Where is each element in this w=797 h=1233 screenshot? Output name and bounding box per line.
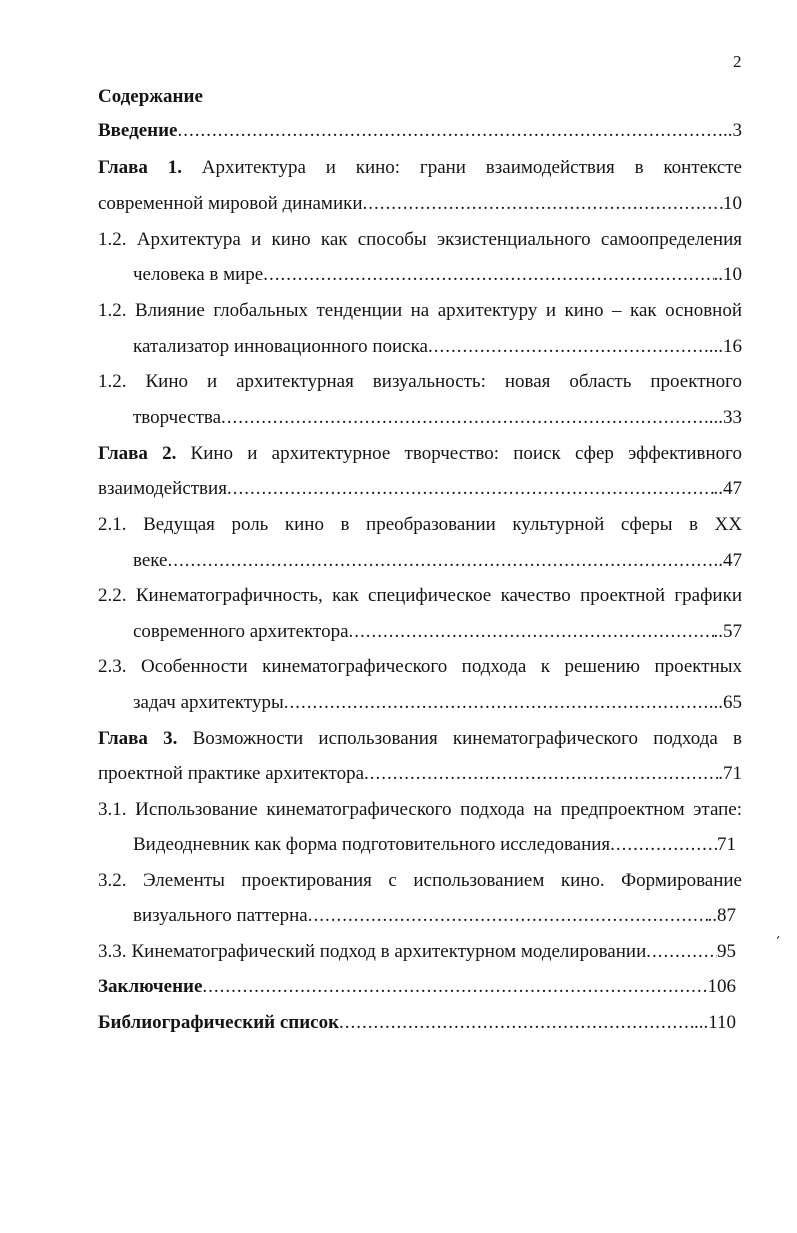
toc-entry-1-3-line-1 xyxy=(98,371,742,393)
toc-entry-page: ...65 xyxy=(708,692,742,713)
toc-entry-1-1-line-2 xyxy=(133,264,742,286)
toc-entry-chapter-3-line-1 xyxy=(98,728,742,750)
toc-entry-page: ...16 xyxy=(708,336,742,357)
toc-entry-page: ..57 xyxy=(713,621,742,642)
section-title-cont: человека в мире xyxy=(133,264,264,285)
toc-entry-1-3-line-2 xyxy=(133,407,742,429)
section-title-cont: катализатор инновационного поиска xyxy=(133,336,428,357)
section-title: Элементы проектирования с использованием кино. Формирование xyxy=(143,870,742,891)
section-title-cont: творчества xyxy=(133,407,222,428)
toc-entry-2-2-line-1 xyxy=(98,585,742,607)
toc-entry-chapter-1-line-2 xyxy=(98,193,742,215)
toc-entry-page: ...33 xyxy=(708,407,742,428)
leader-dots xyxy=(349,621,714,643)
toc-entry-3-3 xyxy=(98,941,736,963)
toc-entry-page: ..87 xyxy=(707,905,736,926)
toc-entry-chapter-3-line-2 xyxy=(98,763,742,785)
chapter-label: Глава 1. xyxy=(98,157,182,178)
section-title: Влияние глобальных тенденции на архитектуру и кино – как основной xyxy=(135,300,742,321)
leader-dots xyxy=(339,1012,694,1034)
toc-entry-page: 95 xyxy=(717,941,736,962)
toc-entry-2-1-line-2 xyxy=(133,550,742,572)
chapter-label: Глава 2. xyxy=(98,443,177,464)
section-title-cont: задач архитектуры xyxy=(133,692,284,713)
leader-dots xyxy=(646,941,717,963)
section-number: 3.2. xyxy=(98,870,127,891)
toc-entry-chapter-1-line-1 xyxy=(98,157,742,179)
chapter-title: Архитектура и кино: грани взаимодействия в контексте xyxy=(201,157,742,178)
section-number: 1.2. xyxy=(98,229,127,250)
section-number: 1.2. xyxy=(98,371,127,392)
toc-entry-label: Введение xyxy=(98,120,178,141)
section-number: 3.3. xyxy=(98,941,127,962)
chapter-title: Возможности использования кинематографического подхода в xyxy=(192,728,742,749)
section-number: 3.1. xyxy=(98,799,127,820)
toc-entry-2-2-line-2 xyxy=(133,621,742,643)
leader-dots xyxy=(227,478,714,500)
section-title: Кинематографичность, как специфическое качество проектной графики xyxy=(135,585,742,606)
toc-entry-page: ..47 xyxy=(713,478,742,499)
toc-entry-bibliography xyxy=(98,1012,736,1034)
section-title-cont: визуального паттерна xyxy=(133,905,308,926)
toc-entry-2-1-line-1 xyxy=(98,514,742,536)
chapter-title: Кино и архитектурное творчество: поиск сфер эффективного xyxy=(190,443,742,464)
section-title: Особенности кинематографического подхода к решению проектных xyxy=(140,656,742,677)
toc-entry-label: Библиографический список xyxy=(98,1012,340,1033)
section-title: Кино и архитектурная визуальность: новая область проектного xyxy=(145,371,742,392)
leader-dots xyxy=(167,550,713,572)
section-number: 2.1. xyxy=(98,514,127,535)
chapter-label: Глава 3. xyxy=(98,728,178,749)
leader-dots xyxy=(221,407,709,429)
section-title: Кинематографический подход в архитектурном моделировании xyxy=(131,941,647,962)
chapter-title-cont: взаимодействия xyxy=(98,478,227,499)
page-number: 2 xyxy=(733,52,742,71)
leader-dots xyxy=(610,834,717,856)
toc-entry-1-2-line-2 xyxy=(133,336,742,358)
leader-dots xyxy=(284,692,709,714)
section-number: 1.2. xyxy=(98,300,127,321)
chapter-title-cont: проектной практике архитектора xyxy=(98,763,364,784)
chapter-title-cont: современной мировой динамики xyxy=(98,193,363,214)
toc-entry-conclusion xyxy=(98,976,736,998)
toc-entry-label: Заключение xyxy=(98,976,203,997)
section-number: 2.3. xyxy=(98,656,127,677)
leader-dots xyxy=(364,763,718,785)
scan-artifact-mark: ′ xyxy=(772,933,781,950)
toc-entry-3-1-line-2 xyxy=(133,834,736,856)
leader-dots xyxy=(308,905,708,927)
toc-entry-2-3-line-1 xyxy=(98,656,742,678)
leader-dots xyxy=(428,336,709,358)
toc-entry-1-2-line-1 xyxy=(98,300,742,322)
toc-entry-page: 71 xyxy=(717,834,736,855)
section-number: 2.2. xyxy=(98,585,127,606)
toc-entry-page: ..3 xyxy=(723,120,742,141)
toc-entry-3-1-line-1 xyxy=(98,799,742,821)
toc-entry-page: ...110 xyxy=(693,1012,736,1033)
toc-entry-page: 106 xyxy=(707,976,736,997)
toc-entry-2-3-line-2 xyxy=(133,692,742,714)
toc-entry-page: ..10 xyxy=(713,264,742,285)
toc-entry-1-1-line-1 xyxy=(98,229,742,251)
section-title-cont: Видеодневник как форма подготовительного исследования xyxy=(133,834,611,855)
leader-dots xyxy=(178,120,724,142)
section-title: Ведущая роль кино в преобразовании культурной сферы в XX xyxy=(143,514,742,535)
section-title-cont: веке xyxy=(133,550,168,571)
leader-dots xyxy=(363,193,723,215)
section-title: Архитектура и кино как способы экзистенциального самоопределения xyxy=(136,229,742,250)
leader-dots xyxy=(263,264,713,286)
toc-entry-chapter-2-line-2 xyxy=(98,478,742,500)
toc-entry-3-2-line-2 xyxy=(133,905,736,927)
toc-entry-3-2-line-1 xyxy=(98,870,742,892)
toc-entry-chapter-2-line-1 xyxy=(98,443,742,465)
section-title-cont: современного архитектора xyxy=(133,621,349,642)
toc-entry-page: .71 xyxy=(718,763,742,784)
section-title: Использование кинематографического подхода на предпроектном этапе: xyxy=(135,799,742,820)
toc-entry-intro xyxy=(98,120,742,142)
toc-entry-page: 10 xyxy=(723,193,742,214)
toc-entry-page: ..47 xyxy=(713,550,742,571)
leader-dots xyxy=(202,976,707,998)
toc-heading: Содержание xyxy=(98,86,203,107)
